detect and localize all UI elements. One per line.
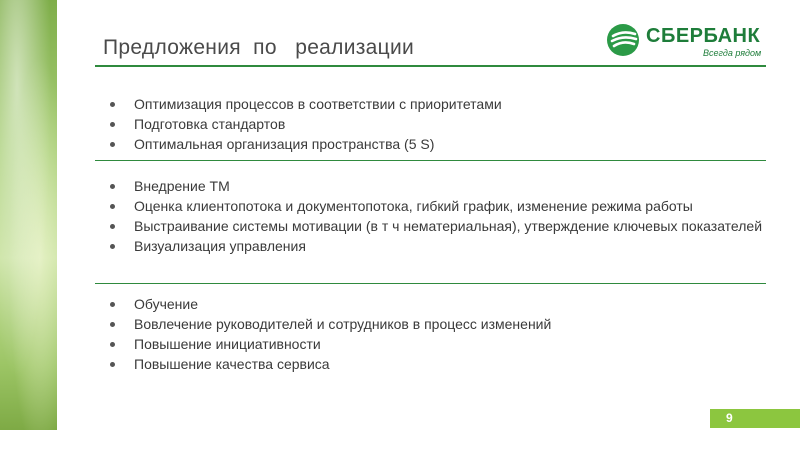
bullet-icon [110, 184, 115, 189]
slide-title: Предложения по реализации [103, 36, 415, 59]
logo-name: СБЕРБАНК [646, 25, 761, 47]
list-item: Повышение качества сервиса [108, 354, 774, 374]
title-divider [95, 65, 766, 67]
bullet-group-3 [108, 294, 774, 374]
list-item: Повышение инициативности [108, 334, 774, 354]
bullet-icon [110, 122, 115, 127]
bullet-icon [110, 342, 115, 347]
list-item: Подготовка стандартов [108, 114, 774, 134]
list-item: Оценка клиентопотока и документопотока, гибкий график, изменение режима работы [108, 196, 774, 216]
group-divider [95, 283, 766, 284]
page-number: 9 [710, 409, 800, 428]
bullet-icon [110, 142, 115, 147]
bullet-icon [110, 204, 115, 209]
list-item: Вовлечение руководителей и сотрудников в процесс изменений [108, 314, 774, 334]
group-divider [95, 160, 766, 161]
bullet-icon [110, 244, 115, 249]
logo-slogan: Всегда рядом [703, 48, 762, 58]
list-item: Визуализация управления [108, 236, 774, 256]
list-item: Выстраивание системы мотивации (в т ч нематериальная), утверждение ключевых показателей [108, 216, 774, 236]
sberbank-logo [606, 21, 776, 61]
list-item: Оптимальная организация пространства (5 S) [108, 134, 774, 154]
decorative-green-strip [0, 0, 57, 430]
bullet-icon [110, 362, 115, 367]
bullet-icon [110, 224, 115, 229]
bullet-group-1 [108, 94, 774, 154]
list-item: Внедрение ТМ [108, 176, 774, 196]
list-item: Обучение [108, 294, 774, 314]
bullet-icon [110, 302, 115, 307]
sberbank-logo-icon [606, 23, 640, 57]
bullet-group-2 [108, 176, 774, 256]
list-item: Оптимизация процессов в соответствии с приоритетами [108, 94, 774, 114]
bullet-icon [110, 322, 115, 327]
bullet-icon [110, 102, 115, 107]
